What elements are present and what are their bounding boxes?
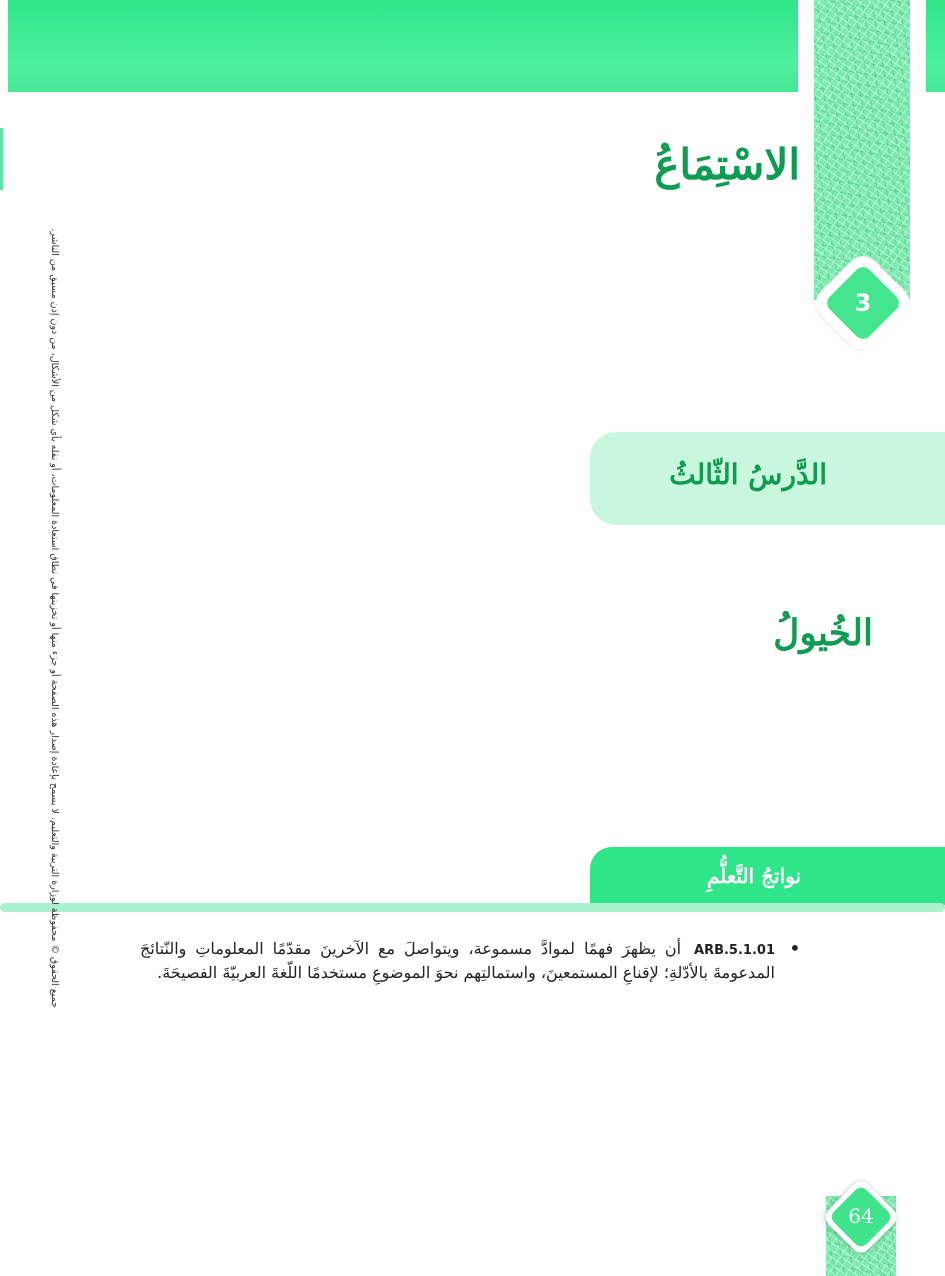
lesson-label: الدَّرسُ الثّالثُ — [669, 458, 827, 491]
margin-marker — [0, 128, 3, 190]
unit-badge — [818, 258, 908, 348]
outcomes-divider — [0, 903, 945, 912]
copyright-notice: جميع الحقوق © محفوظة لوزارة التربية والتعليم. لا يسمح بإعادة إصدار هذه الصفحة أو جزء منها أو تخزينها في نطاق استعادة المعلومات، أو نقله بأي شكل من الأشكال، من دون إذن مسبق من الناشر. — [49, 228, 60, 1008]
learning-outcomes-heading: نواتجُ التَّعلُّمِ — [706, 864, 801, 888]
outcome-text: أن يظهرَ فهمًا لموادَّ مسموعة، ويتواصلَ مع الآخرينَ مقدّمًا المعلوماتِ والنّتائجَ المدعومةَ بالأدّلةِ؛ لإقناعِ المستمعينَ، واستمالتِهم نحوَ الموضوعِ مستخدمًا اللّغةَ العربيّةَ الفصيحَةَ. — [140, 939, 775, 982]
side-ribbon — [814, 0, 910, 300]
outcome-code: ARB.5.1.01 — [694, 943, 775, 958]
unit-title: الاسْتِمَاعُ — [654, 140, 800, 189]
unit-number: 3 — [854, 289, 872, 317]
page-number: 64 — [848, 1204, 874, 1228]
lesson-name: الخُيولُ — [773, 612, 873, 654]
learning-outcome-item — [140, 938, 775, 984]
bullet-icon: • — [789, 936, 801, 960]
